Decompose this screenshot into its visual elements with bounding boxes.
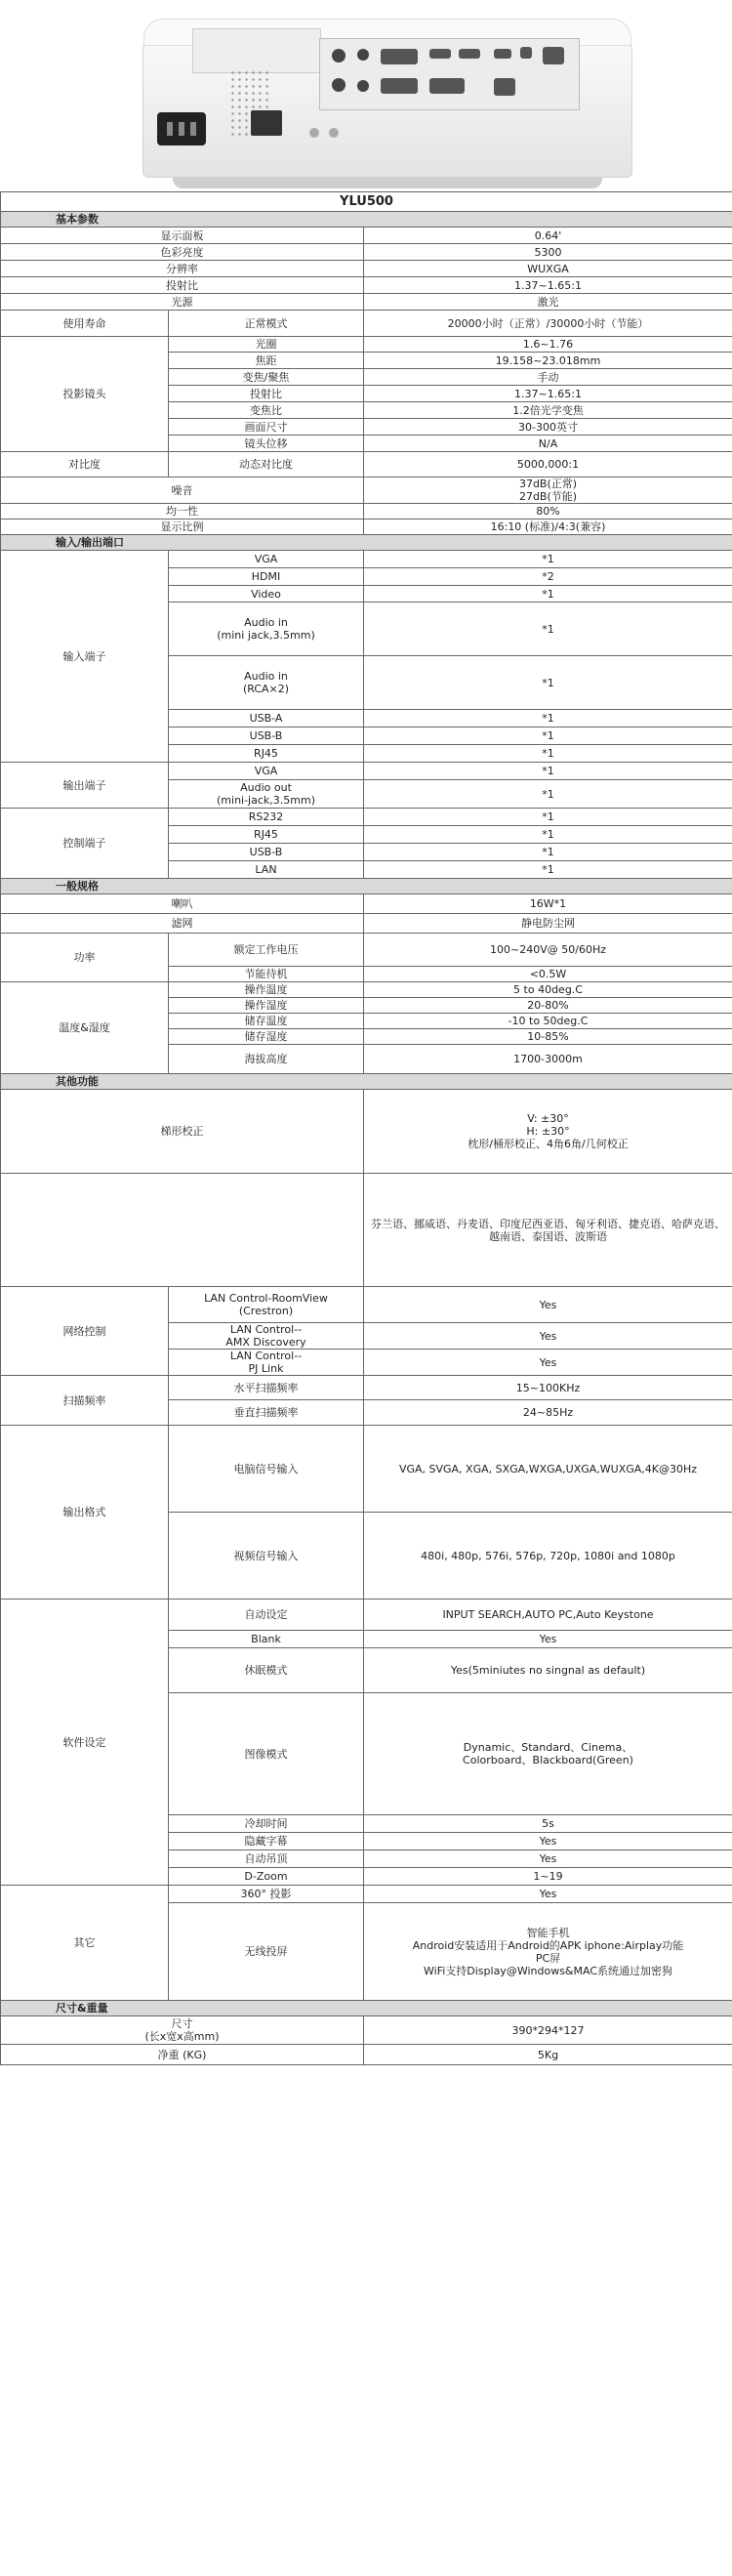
title-row — [1, 192, 732, 212]
spec-row — [1, 934, 732, 967]
spec-value: 10-85% — [364, 1029, 732, 1045]
spec-value: 5s — [364, 1815, 732, 1833]
spec-label: VGA — [169, 763, 364, 780]
vga-port-icon — [381, 49, 418, 64]
spec-value: *1 — [364, 844, 732, 861]
section-header: 其他功能 — [1, 1074, 732, 1090]
spec-value: 16W*1 — [364, 894, 732, 914]
spec-label: 均一性 — [1, 504, 364, 519]
spec-label: Audio out (mini-jack,3.5mm) — [169, 780, 364, 809]
spec-label: RS232 — [169, 809, 364, 826]
usb-b-port-icon — [520, 47, 532, 59]
spec-row — [1, 809, 732, 826]
spec-row — [1, 478, 732, 504]
spec-value: *1 — [364, 656, 732, 710]
spec-value: 480i, 480p, 576i, 576p, 720p, 1080i and 1080p — [364, 1513, 732, 1600]
hdmi-port-icon — [429, 49, 451, 59]
spec-value: 20-80% — [364, 998, 732, 1014]
spec-value: *1 — [364, 861, 732, 879]
spec-value: 5000,000:1 — [364, 452, 732, 478]
spec-value: 80% — [364, 504, 732, 519]
section-header-row — [1, 212, 732, 228]
hdmi-port-icon — [459, 49, 480, 59]
spec-label: LAN Control-- PJ Link — [169, 1350, 364, 1376]
spec-label: 正常模式 — [169, 311, 364, 337]
spec-label: 无线投屏 — [169, 1903, 364, 2001]
spec-label: USB-B — [169, 844, 364, 861]
screw-icon — [329, 128, 339, 138]
spec-value: Yes — [364, 1631, 732, 1648]
spec-label: 噪音 — [1, 478, 364, 504]
spec-label: Blank — [169, 1631, 364, 1648]
spec-value: 390*294*127 — [364, 2016, 732, 2045]
spec-label: Video — [169, 586, 364, 602]
spec-value: *1 — [364, 809, 732, 826]
group-label: 功率 — [1, 934, 169, 982]
spec-value: Yes — [364, 1350, 732, 1376]
spec-label: 光源 — [1, 294, 364, 311]
section-header: 尺寸&重量 — [1, 2001, 732, 2016]
spec-row — [1, 337, 732, 353]
io-panel — [319, 38, 580, 110]
spec-value: *1 — [364, 710, 732, 727]
spec-label: 自动设定 — [169, 1600, 364, 1631]
spec-label: LAN Control-RoomView (Crestron) — [169, 1287, 364, 1323]
spec-label: 360° 投影 — [169, 1886, 364, 1903]
spec-row — [1, 294, 732, 311]
spec-value: 1.6~1.76 — [364, 337, 732, 353]
spec-row — [1, 452, 732, 478]
audio-jack-icon — [357, 80, 369, 92]
spec-value: 37dB(正常) 27dB(节能) — [364, 478, 732, 504]
spec-row — [1, 894, 732, 914]
spec-value: -10 to 50deg.C — [364, 1014, 732, 1029]
spec-label: USB-A — [169, 710, 364, 727]
av-jack-icon — [332, 78, 346, 92]
spec-table — [0, 191, 732, 2065]
spec-label: 图像模式 — [169, 1693, 364, 1815]
spec-value: 100~240V@ 50/60Hz — [364, 934, 732, 967]
spec-value: *1 — [364, 551, 732, 568]
spec-value: 1700-3000m — [364, 1045, 732, 1074]
spec-label: 视频信号输入 — [169, 1513, 364, 1600]
group-label: 输入端子 — [1, 551, 169, 763]
group-label: 输出端子 — [1, 763, 169, 809]
spec-label: 尺寸 (长x宽x高mm) — [1, 2016, 364, 2045]
audio-jack-icon — [357, 49, 369, 61]
spec-label: 画面尺寸 — [169, 419, 364, 436]
spec-value: 16:10 (标准)/4:3(兼容) — [364, 519, 732, 535]
section-header-row — [1, 2001, 732, 2016]
spec-label: 分辨率 — [1, 261, 364, 277]
group-label: 其它 — [1, 1886, 169, 2001]
spec-row — [1, 228, 732, 244]
rj45-port-icon — [494, 78, 515, 96]
spec-label: 梯形校正 — [1, 1090, 364, 1174]
spec-value: INPUT SEARCH,AUTO PC,Auto Keystone — [364, 1600, 732, 1631]
spec-value: 0.64' — [364, 228, 732, 244]
spec-label: 显示比例 — [1, 519, 364, 535]
spec-value: Yes — [364, 1850, 732, 1868]
spec-label: 操作温度 — [169, 982, 364, 998]
group-label: 控制端子 — [1, 809, 169, 879]
spec-label: 镜头位移 — [169, 436, 364, 452]
usb-port-icon — [494, 49, 511, 59]
spec-label: 电脑信号输入 — [169, 1426, 364, 1513]
spec-label: LAN — [169, 861, 364, 879]
spec-value: 30-300英寸 — [364, 419, 732, 436]
spec-row — [1, 1886, 732, 1903]
spec-label: 储存温度 — [169, 1014, 364, 1029]
spec-value: *1 — [364, 727, 732, 745]
spec-label: 变焦比 — [169, 402, 364, 419]
spec-value: Yes — [364, 1287, 732, 1323]
label-plate — [192, 28, 321, 73]
screw-icon — [309, 128, 319, 138]
spec-label: 海拔高度 — [169, 1045, 364, 1074]
product-photo — [0, 0, 732, 191]
serial-port-icon — [429, 78, 465, 94]
spec-value: 手动 — [364, 369, 732, 386]
group-label: 投影镜头 — [1, 337, 169, 452]
section-header: 输入/输出端口 — [1, 535, 732, 551]
group-label: 扫描频率 — [1, 1376, 169, 1426]
spec-value: Yes — [364, 1323, 732, 1350]
spec-label: 操作湿度 — [169, 998, 364, 1014]
spec-value: 激光 — [364, 294, 732, 311]
group-label: 使用寿命 — [1, 311, 169, 337]
spec-label: 滤网 — [1, 914, 364, 934]
spec-label: D-Zoom — [169, 1868, 364, 1886]
power-switch-icon — [251, 110, 282, 136]
spec-value: Yes — [364, 1833, 732, 1850]
section-header: 一般规格 — [1, 879, 732, 894]
section-header-row — [1, 879, 732, 894]
spec-label: 冷却时间 — [169, 1815, 364, 1833]
spec-label: 显示面板 — [1, 228, 364, 244]
spec-label: 垂直扫描频率 — [169, 1400, 364, 1426]
av-jack-icon — [332, 49, 346, 62]
spec-label: 光圈 — [169, 337, 364, 353]
spec-label: 变焦/聚焦 — [169, 369, 364, 386]
spec-value: Dynamic、Standard、Cinema、 Colorboard、Blackboard(Green) — [364, 1693, 732, 1815]
spec-value: 静电防尘网 — [364, 914, 732, 934]
spec-row — [1, 1376, 732, 1400]
power-socket-icon — [157, 112, 206, 145]
spec-value: 1.37~1.65:1 — [364, 277, 732, 294]
spec-label: 色彩亮度 — [1, 244, 364, 261]
spec-label: 投射比 — [1, 277, 364, 294]
section-header-row — [1, 1074, 732, 1090]
spec-value: WUXGA — [364, 261, 732, 277]
spec-label: 喇叭 — [1, 894, 364, 914]
group-label: 软件设定 — [1, 1600, 169, 1886]
spec-label: 水平扫描频率 — [169, 1376, 364, 1400]
spec-label: RJ45 — [169, 745, 364, 763]
spec-label: 净重 (KG) — [1, 2045, 364, 2065]
spec-label: 休眠模式 — [169, 1648, 364, 1693]
spec-value: N/A — [364, 436, 732, 452]
spec-value: *2 — [364, 568, 732, 586]
spec-row — [1, 519, 732, 535]
spec-label: 动态对比度 — [169, 452, 364, 478]
spec-label: 额定工作电压 — [169, 934, 364, 967]
spec-value: 1.37~1.65:1 — [364, 386, 732, 402]
spec-row — [1, 763, 732, 780]
spec-value: 24~85Hz — [364, 1400, 732, 1426]
spec-value: 5300 — [364, 244, 732, 261]
spec-value: V: ±30° H: ±30° 枕形/桶形校正、4角6角/几何校正 — [364, 1090, 732, 1174]
spec-row — [1, 551, 732, 568]
group-label: 输出格式 — [1, 1426, 169, 1600]
spec-row — [1, 2016, 732, 2045]
vga-port-icon — [381, 78, 418, 94]
spec-label: 储存湿度 — [169, 1029, 364, 1045]
spec-value: 1~19 — [364, 1868, 732, 1886]
spec-value: 5 to 40deg.C — [364, 982, 732, 998]
group-label: 对比度 — [1, 452, 169, 478]
spec-label: VGA — [169, 551, 364, 568]
projector-base — [173, 177, 602, 188]
spec-label: Audio in (RCA×2) — [169, 656, 364, 710]
spec-value: *1 — [364, 602, 732, 656]
spec-value: VGA, SVGA, XGA, SXGA,WXGA,UXGA,WUXGA,4K@30Hz — [364, 1426, 732, 1513]
spec-value: *1 — [364, 745, 732, 763]
spec-label: USB-B — [169, 727, 364, 745]
spec-value: 19.158~23.018mm — [364, 353, 732, 369]
spec-label: LAN Control-- AMX Discovery — [169, 1323, 364, 1350]
spec-row — [1, 1600, 732, 1631]
spec-value: 20000小时（正常）/30000小时（节能） — [364, 311, 732, 337]
spec-row — [1, 277, 732, 294]
section-header: 基本参数 — [1, 212, 732, 228]
spec-value: *1 — [364, 826, 732, 844]
spec-row — [1, 1426, 732, 1513]
section-header-row — [1, 535, 732, 551]
lan-port-icon — [543, 47, 564, 64]
spec-row — [1, 261, 732, 277]
spec-label: 自动吊顶 — [169, 1850, 364, 1868]
spec-row — [1, 2045, 732, 2065]
spec-label: HDMI — [169, 568, 364, 586]
spec-row — [1, 1287, 732, 1323]
spec-value: Yes — [364, 1886, 732, 1903]
spec-row — [1, 982, 732, 998]
spec-value: 芬兰语、挪威语、丹麦语、印度尼西亚语、匈牙利语、捷克语、哈萨克语、越南语、泰国语、波斯语 — [364, 1174, 732, 1287]
group-label: 网络控制 — [1, 1287, 169, 1376]
spec-label: 投射比 — [169, 386, 364, 402]
spec-row — [1, 1174, 732, 1287]
spec-value: 15~100KHz — [364, 1376, 732, 1400]
spec-row — [1, 914, 732, 934]
spec-row — [1, 1090, 732, 1174]
group-label: 温度&湿度 — [1, 982, 169, 1074]
spec-row — [1, 311, 732, 337]
spec-value: 1.2倍光学变焦 — [364, 402, 732, 419]
spec-value: <0.5W — [364, 967, 732, 982]
spec-value: 5Kg — [364, 2045, 732, 2065]
spec-value: *1 — [364, 763, 732, 780]
spec-label: Audio in (mini jack,3.5mm) — [169, 602, 364, 656]
spec-value: Yes(5miniutes no singnal as default) — [364, 1648, 732, 1693]
spec-label: 节能待机 — [169, 967, 364, 982]
spec-value: 智能手机 Android安装适用于Android的APK iphone:Airplay功能 PC屏 WiFi支持Display@Windows&MAC系统通过加密狗 — [364, 1903, 732, 2001]
spec-value: *1 — [364, 586, 732, 602]
spec-label: 隐藏字幕 — [169, 1833, 364, 1850]
spec-row — [1, 504, 732, 519]
spec-label: RJ45 — [169, 826, 364, 844]
spec-label: 焦距 — [169, 353, 364, 369]
projector-illustration — [142, 29, 632, 178]
spec-label — [1, 1174, 364, 1287]
spec-value: *1 — [364, 780, 732, 809]
spec-row — [1, 244, 732, 261]
table-title: YLU500 — [1, 192, 732, 212]
